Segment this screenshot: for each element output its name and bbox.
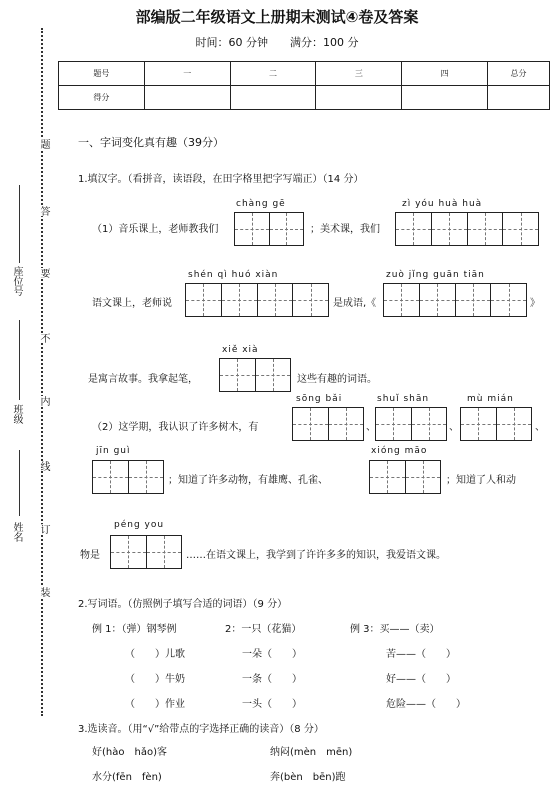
tianzige-grid[interactable] (219, 358, 291, 392)
binding-char: 装 (38, 587, 49, 597)
binding-char: 要 (38, 268, 49, 278)
example-text: 2：一只（花猫） (225, 624, 302, 635)
score-row-label: 得分 (59, 86, 145, 110)
passage-text: ……在语文课上，我学到了许许多多的知识，我爱语文课。 (186, 550, 446, 561)
passage-text: （2）这学期，我认识了许多树木，有 (92, 422, 259, 433)
pinyin-label: sōng bǎi (296, 394, 343, 404)
pinyin-label: péng you (114, 520, 165, 530)
tianzige-grid[interactable] (234, 212, 304, 246)
pinyin-label: shuǐ shān (377, 394, 430, 404)
passage-text: ；知道了人和动 (446, 475, 516, 486)
seat-number-blank[interactable] (19, 185, 20, 263)
tianzige-grid[interactable] (292, 407, 364, 441)
tianzige-grid[interactable] (460, 407, 532, 441)
pinyin-label: chàng gē (236, 199, 286, 209)
pronunciation-choice[interactable]: 水分(fēn fèn) (92, 772, 162, 783)
question-title: 2.写词语。（仿照例子填写合适的词语）（9 分） (78, 599, 288, 610)
passage-text: 是成语,《 (333, 298, 377, 309)
passage-text: ；知道了许多动物，有雄鹰、孔雀、 (168, 475, 328, 486)
passage-text: 是寓言故事。我拿起笔， (88, 374, 198, 385)
fill-blank-item[interactable]: 危险——（ ） (386, 699, 466, 710)
score-header-cell: 一 (144, 62, 230, 86)
pinyin-label: jīn guì (96, 446, 131, 456)
pinyin-label: mù mián (467, 394, 514, 404)
separator-text: 、 (535, 422, 545, 433)
question-title: 1.填汉字。（看拼音，读语段，在田字格里把字写端正）（14 分） (78, 174, 364, 185)
score-header-cell: 总分 (488, 62, 550, 86)
exam-time-info: 时间：60 分钟 满分：100 分 (195, 36, 359, 49)
tianzige-grid[interactable] (92, 460, 164, 494)
fill-blank-item[interactable]: （ ）作业 (125, 699, 185, 710)
binding-char: 内 (38, 396, 49, 406)
pronunciation-choice[interactable]: 好(hào hǎo)客 (92, 747, 167, 758)
example-text: 例 3：买——（卖） (350, 624, 440, 635)
tianzige-grid[interactable] (395, 212, 539, 246)
tianzige-grid[interactable] (369, 460, 441, 494)
fill-blank-item[interactable]: 苦——（ ） (386, 649, 456, 660)
example-text: 例 1：（弹）钢琴例 (92, 624, 177, 635)
binding-char: 订 (38, 524, 49, 534)
score-header-cell: 三 (316, 62, 402, 86)
separator-text: 、 (449, 422, 459, 433)
passage-text: ；美术课，我们 (310, 224, 380, 235)
class-label: 班级 (11, 404, 22, 424)
pinyin-label: shén qì huó xiàn (188, 270, 279, 280)
fill-blank-item[interactable]: 好——（ ） (386, 674, 456, 685)
pinyin-label: xiě xià (222, 345, 259, 355)
score-cell[interactable] (144, 86, 230, 110)
score-cell[interactable] (316, 86, 402, 110)
score-cell[interactable] (230, 86, 316, 110)
name-blank[interactable] (19, 450, 20, 516)
passage-text: 语文课上，老师说 (92, 298, 172, 309)
score-table (58, 61, 550, 110)
fill-blank-item[interactable]: （ ）牛奶 (125, 674, 185, 685)
tianzige-grid[interactable] (185, 283, 329, 317)
name-label: 姓名 (11, 522, 22, 542)
tianzige-grid[interactable] (375, 407, 447, 441)
binding-char: 答 (38, 206, 49, 216)
score-cell[interactable] (402, 86, 488, 110)
seat-number-label: 座位号 (11, 266, 22, 296)
score-header-cell: 四 (402, 62, 488, 86)
fill-blank-item[interactable]: （ ）儿歌 (125, 649, 185, 660)
pronunciation-choice[interactable]: 奔(bèn bēn)跑 (270, 772, 346, 783)
binding-char: 线 (38, 461, 49, 471)
passage-text: 这些有趣的词语。 (297, 374, 377, 385)
binding-char: 不 (38, 333, 49, 343)
question-title: 3.选读音。（用“√”给带点的字选择正确的读音）（8 分） (78, 724, 324, 735)
score-cell[interactable] (488, 86, 550, 110)
score-table-header-row (59, 62, 550, 86)
passage-text: （1）音乐课上，老师教我们 (92, 224, 219, 235)
separator-text: 、 (366, 422, 376, 433)
passage-text: 》 (530, 298, 540, 309)
score-table-score-row (59, 86, 550, 110)
pinyin-label: zì yóu huà huà (402, 199, 483, 209)
pronunciation-choice[interactable]: 纳闷(mèn mēn) (270, 747, 353, 758)
binding-dotted-line (41, 28, 43, 716)
pinyin-label: zuò jǐng guān tiān (386, 270, 485, 280)
fill-blank-item[interactable]: 一条（ ） (242, 674, 302, 685)
score-header-cell: 二 (230, 62, 316, 86)
page-title: 部编版二年级语文上册期末测试④卷及答案 (135, 8, 419, 26)
passage-text: 物是 (80, 550, 100, 561)
binding-char: 题 (38, 139, 49, 149)
class-blank[interactable] (19, 320, 20, 400)
score-header-cell: 题号 (59, 62, 145, 86)
tianzige-grid[interactable] (110, 535, 182, 569)
section-heading: 一、字词变化真有趣（39分） (78, 136, 224, 149)
fill-blank-item[interactable]: 一朵（ ） (242, 649, 302, 660)
pinyin-label: xióng māo (371, 446, 428, 456)
fill-blank-item[interactable]: 一头（ ） (242, 699, 302, 710)
tianzige-grid[interactable] (383, 283, 527, 317)
